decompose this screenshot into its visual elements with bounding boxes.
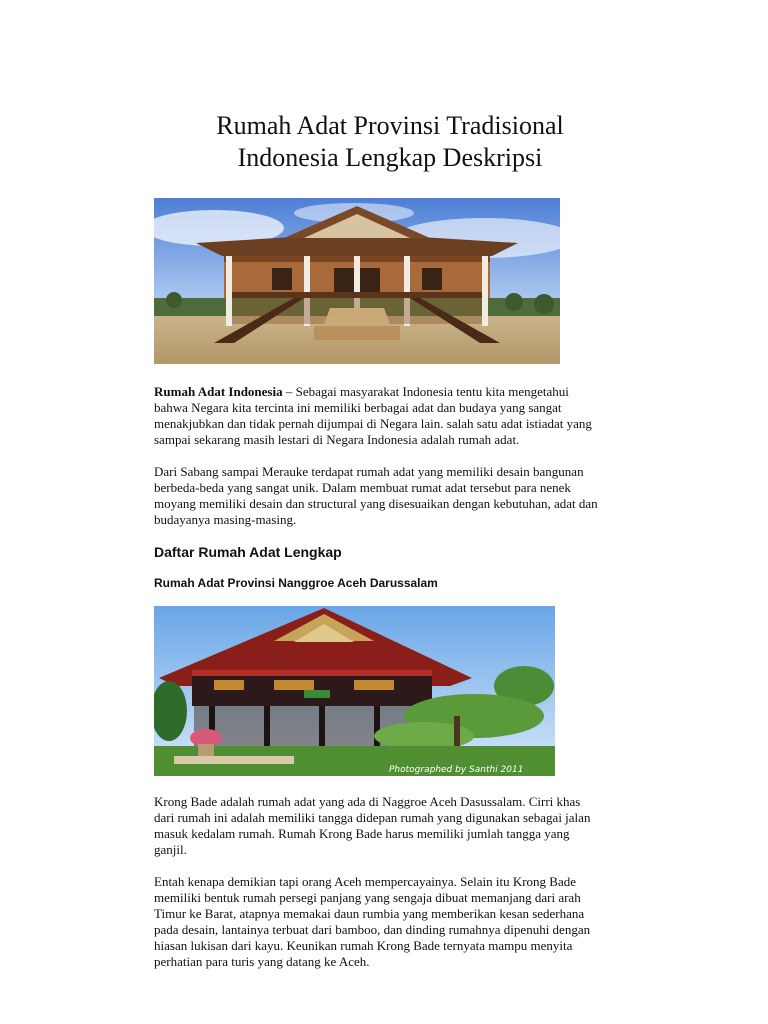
- aceh-belief-paragraph: [154, 874, 674, 970]
- para2-line-4: budayanya masing-masing.: [154, 512, 297, 527]
- list-heading: Daftar Rumah Adat Lengkap: [154, 544, 342, 560]
- sabang-merauke-paragraph: [154, 464, 674, 528]
- intro-lead: Rumah Adat Indonesia: [154, 384, 283, 399]
- traditional-house-illustration: [154, 198, 560, 364]
- intro-line-1: – Sebagai masyarakat Indonesia tentu kita mengetahui: [282, 384, 569, 399]
- para4-line-6: perhatian para turis yang datang ke Aceh.: [154, 954, 370, 969]
- title-line-1: Rumah Adat Provinsi Tradisional: [216, 111, 564, 140]
- para4-line-1: Entah kenapa demikian tapi orang Aceh mempercayainya. Selain itu Krong Bade: [154, 874, 576, 889]
- para3-line-2: dari rumah ini adalah memiliki tangga didepan rumah yang digunakan sebagai jalan: [154, 810, 591, 825]
- krong-bade-photo: [154, 606, 555, 776]
- intro-paragraph: [154, 384, 674, 448]
- intro-line-3: menakjubkan dan tidak pernah dijumpai di Negara lain. salah satu adat istiadat yang: [154, 416, 592, 431]
- krong-bade-illustration: [154, 606, 555, 776]
- document-title: [130, 110, 650, 174]
- para2-line-3: moyang memiliki desain dan structural yang disesuaikan dengan kebutuhan, adat dan: [154, 496, 598, 511]
- title-line-2: Indonesia Lengkap Deskripsi: [237, 143, 543, 172]
- document-page: [154, 110, 674, 986]
- para2-line-2: berbeda-beda yang sangat unik. Dalam membuat rumat adat tersebut para nenek: [154, 480, 571, 495]
- para3-line-3: masuk kedalam rumah. Rumah Krong Bade harus memiliki jumlah tangga yang: [154, 826, 570, 841]
- intro-line-4: sampai sekarang masih lestari di Negara Indonesia adalah rumah adat.: [154, 432, 520, 447]
- aceh-heading: Rumah Adat Provinsi Nanggroe Aceh Darussalam: [154, 576, 438, 590]
- krong-bade-paragraph: [154, 794, 674, 858]
- para4-line-5: hiasan lukisan dari kayu. Keunikan rumah Krong Bade ternyata mampu menyita: [154, 938, 573, 953]
- para2-line-1: Dari Sabang sampai Merauke terdapat rumah adat yang memiliki desain bangunan: [154, 464, 584, 479]
- para4-line-4: pada desain, lantainya terbuat dari bamboo, dan dinding rumahnya dipenuhi dengan: [154, 922, 591, 937]
- para4-line-2: memiliki bentuk rumah persegi panjang yang sengaja dibuat memanjang dari arah: [154, 890, 581, 905]
- para4-line-3: Timur ke Barat, atapnya memakai daun rumbia yang memberikan kesan sederhana: [154, 906, 585, 921]
- para3-line-1: Krong Bade adalah rumah adat yang ada di Naggroe Aceh Dasussalam. Cirri khas: [154, 794, 581, 809]
- photo-watermark: Photographed by Santhi 2011: [389, 765, 524, 775]
- para3-line-4: ganjil.: [154, 842, 187, 857]
- traditional-house-photo: [154, 198, 560, 364]
- intro-line-2: bahwa Negara kita tercinta ini memiliki berbagai adat dan budaya yang sangat: [154, 400, 562, 415]
